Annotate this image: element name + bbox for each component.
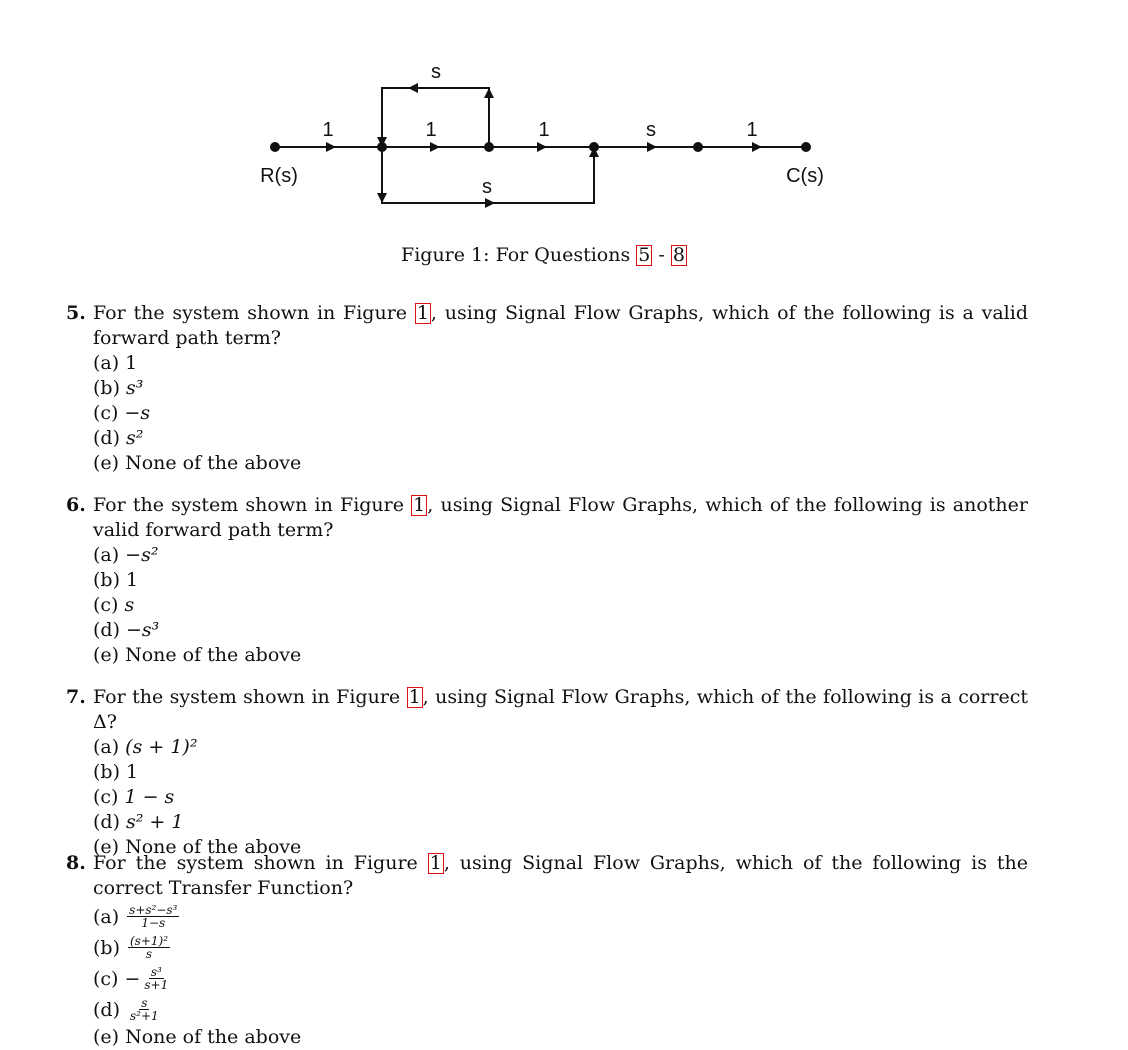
option-d: (d) −s³ <box>93 619 160 641</box>
figure-ref-link[interactable]: 1 <box>429 852 442 874</box>
option-b: (b) 1 <box>93 761 139 783</box>
option-c: (c) s <box>93 594 135 616</box>
arrow-bottom-down <box>377 193 387 203</box>
node-input <box>270 142 280 152</box>
option-a: (a) −s² <box>93 544 159 566</box>
figure-ref-link[interactable]: 1 <box>413 494 426 516</box>
node-label-input: R(s) <box>260 165 298 187</box>
caption-ref-start[interactable]: 5 <box>638 244 651 266</box>
option-a: (a) $\frac{\text{s+s²−s³}}{1-s}$ <box>93 903 178 930</box>
figure-caption <box>0 242 1088 268</box>
figure-ref-link[interactable]: 1 <box>408 686 421 708</box>
question-number: 7. <box>66 686 86 708</box>
arrow-top-up <box>484 88 494 98</box>
question-text: For the system shown in Figure 1 , using Signal Flow Graphs, which of the following is a correct Δ? <box>93 686 1028 733</box>
option-d: (d) s² <box>93 427 144 449</box>
figure-ref-link[interactable]: 1 <box>416 302 429 324</box>
option-b: (b) s³ <box>93 377 144 399</box>
option-b: (b) $\frac{\text{(s+1)²}}{s}$ <box>93 934 169 961</box>
node-output <box>801 142 811 152</box>
option-b: (b) 1 <box>93 569 139 591</box>
node-4 <box>589 142 599 152</box>
option-a: (a) 1 <box>93 352 138 374</box>
arrow-b1 <box>326 142 336 152</box>
option-e: (e) None of the above <box>93 1026 302 1048</box>
option-d: (d) s² + 1 <box>93 811 184 833</box>
option-a: (a) (s + 1)² <box>93 736 198 758</box>
arrow-bottom-right <box>485 198 495 208</box>
question-text: For the system shown in Figure 1 , using Signal Flow Graphs, which of the following is a valid forward path term? <box>93 302 1028 349</box>
arrow-b4 <box>647 142 657 152</box>
branch-label-b5: 1 <box>746 119 758 141</box>
arrow-b3 <box>537 142 547 152</box>
node-2 <box>377 142 387 152</box>
branch-label-b3: 1 <box>538 119 550 141</box>
option-e: (e) None of the above <box>93 836 302 858</box>
question-text: For the system shown in Figure 1 , using Signal Flow Graphs, which of the following is another valid forward path term? <box>93 494 1028 541</box>
option-c: (c) −s <box>93 402 151 424</box>
options-list <box>93 735 1028 860</box>
question-6 <box>66 493 1028 668</box>
options-list <box>93 351 1028 476</box>
branch-label-b1: 1 <box>322 119 334 141</box>
arrow-b2 <box>430 142 440 152</box>
fraction: $\frac{\text{s+s²−s³}}{1-s}$ <box>129 903 178 930</box>
options-list <box>93 901 1028 1050</box>
arrow-b5 <box>752 142 762 152</box>
option-d: (d) $\frac{s}{\text{s²+1}}$ <box>93 996 159 1023</box>
option-c: (c) 1 − s <box>93 786 175 808</box>
signal-flow-graph-figure <box>0 0 1128 230</box>
branch-label-feedforward: s <box>482 176 492 198</box>
fraction: $\frac{s}{\text{s²+1}}$ <box>130 996 159 1023</box>
branch-label-b4: s <box>646 119 656 141</box>
option-c: (c) − $\frac{\text{s³}}{s+1}$ <box>93 965 169 992</box>
options-list <box>93 543 1028 668</box>
question-8 <box>66 851 1028 1050</box>
question-number: 5. <box>66 302 86 324</box>
caption-text: Figure 1: For Questions <box>401 244 631 266</box>
node-3 <box>484 142 494 152</box>
option-e: (e) None of the above <box>93 452 302 474</box>
node-5 <box>693 142 703 152</box>
option-e: (e) None of the above <box>93 644 302 666</box>
caption-ref-end[interactable]: 8 <box>672 244 685 266</box>
node-label-output: C(s) <box>786 165 824 187</box>
question-5 <box>66 301 1028 476</box>
question-text: For the system shown in Figure 1 , using Signal Flow Graphs, which of the following is the correct Transfer Function? <box>93 852 1029 899</box>
question-7 <box>66 685 1028 860</box>
branch-label-b2: 1 <box>425 119 437 141</box>
caption-sep: - <box>658 244 665 266</box>
fraction: $\frac{\text{(s+1)²}}{s}$ <box>130 934 169 961</box>
question-number: 8. <box>66 852 86 874</box>
arrow-top-left <box>408 83 418 93</box>
fraction: $\frac{\text{s³}}{s+1}$ <box>144 965 169 992</box>
question-number: 6. <box>66 494 86 516</box>
branch-label-feedback: s <box>431 61 441 83</box>
